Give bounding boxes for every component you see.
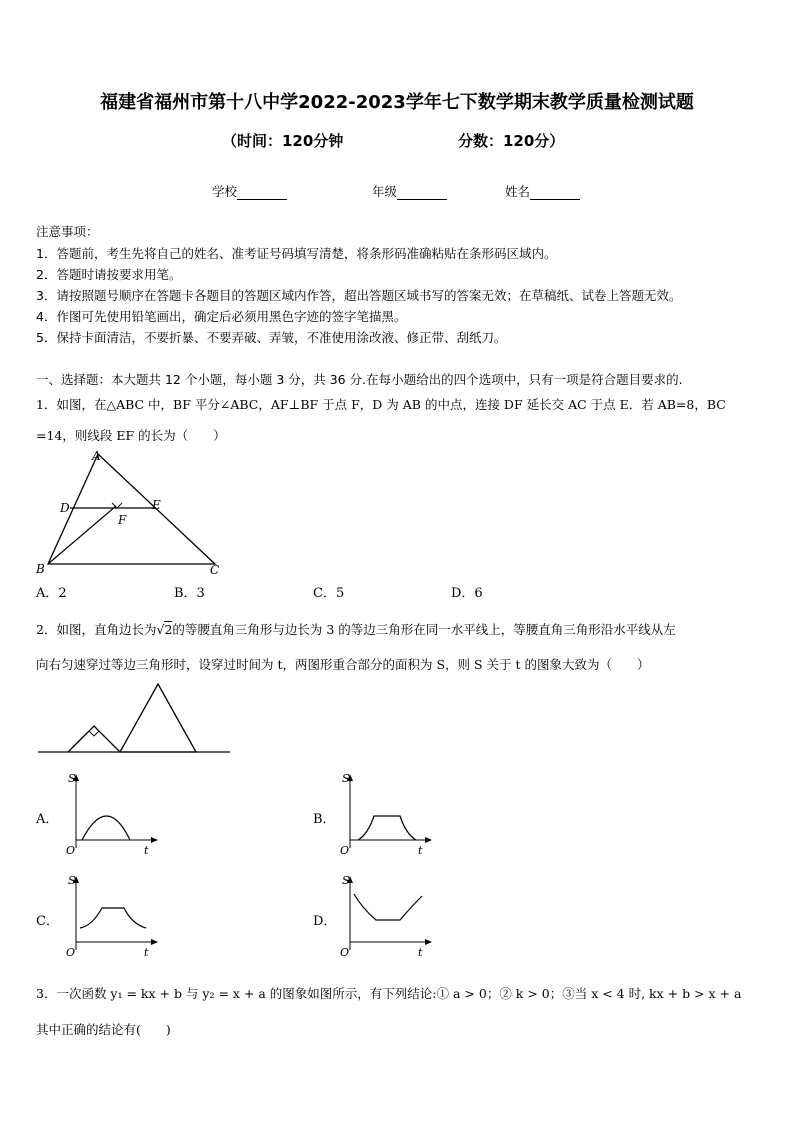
axis-o-label: O — [66, 946, 76, 959]
page-title: 福建省福州市第十八中学2022-2023学年七下数学期末教学质量检测试题 — [100, 92, 694, 113]
grade-field[interactable] — [372, 182, 447, 200]
q1-option-a[interactable]: A．2 — [36, 586, 67, 601]
label-b: B — [36, 562, 45, 576]
time-label: （时间：120分钟 — [222, 132, 344, 150]
q1-option-c[interactable]: C．5 — [313, 586, 345, 601]
label-c: C — [210, 563, 220, 577]
label-d: D — [60, 501, 70, 515]
q3-line2: 其中正确的结论有( ) — [36, 1022, 171, 1037]
section-heading: 一、选择题：本大题共 12 个小题，每小题 3 分，共 36 分.在每小题给出的四个选项中，只有一项是符合题目要求的. — [36, 372, 683, 387]
note-item: 4．作图可先使用铅笔画出，确定后必须用黑色字迹的签字笔描黑。 — [36, 309, 407, 324]
q2-graph-b — [336, 770, 436, 860]
q2-line1-post: 的等腰直角三角形与边长为 3 的等边三角形在同一水平线上，等腰直角三角形沿水平线从左 — [172, 622, 676, 637]
q1-line2: =14，则线段 EF 的长为（ ） — [36, 428, 226, 443]
axis-t-label: t — [418, 844, 423, 857]
sqrt-symbol: √2 — [156, 622, 173, 637]
q2-line1-pre: 2．如图，直角边长为 — [36, 622, 157, 637]
note-item: 5．保持卡面清洁，不要折暴、不要弄破、弄皱，不准使用涂改液、修正带、刮纸刀。 — [36, 330, 507, 345]
notes-heading: 注意事项： — [36, 224, 99, 239]
q2-option-b[interactable]: B． — [313, 812, 336, 827]
note-item: 1．答题前，考生先将自己的姓名、准考证号码填写清楚，将条形码准确粘贴在条形码区域内。 — [36, 246, 557, 261]
label-e: E — [152, 498, 161, 512]
school-field[interactable] — [212, 182, 287, 200]
label-a: A — [92, 449, 101, 463]
q3-line1: 3．一次函数 y₁ = kx + b 与 y₂ = x + a 的图象如图所示，有下列结论:① a > 0；② k > 0；③当 x < 4 时, kx + b > x + a — [36, 986, 742, 1001]
q1-option-d[interactable]: D．6 — [451, 586, 483, 601]
label-f: F — [118, 513, 127, 527]
q2-graph-d — [336, 872, 436, 962]
q2-shapes-figure — [36, 680, 232, 760]
axis-s-label: S — [342, 874, 350, 887]
q2-option-d[interactable]: D． — [313, 914, 337, 929]
name-label: 姓名 — [505, 184, 531, 199]
note-item: 3．请按照题号顺序在答题卡各题目的答题区域内作答，超出答题区域书写的答案无效；在草稿纸、试卷上答题无效。 — [36, 288, 682, 303]
axis-s-label: S — [68, 874, 76, 887]
q2-line2: 向右匀速穿过等边三角形时，设穿过时间为 t，两图形重合部分的面积为 S，则 S 关于 t 的图象大致为（ ） — [36, 657, 650, 672]
axis-t-label: t — [144, 844, 149, 857]
axis-s-label: S — [342, 772, 350, 785]
q2-graph-c — [62, 872, 162, 962]
q1-triangle-figure — [30, 446, 230, 578]
axis-s-label: S — [68, 772, 76, 785]
q2-option-c[interactable]: C． — [36, 914, 59, 929]
axis-o-label: O — [340, 946, 350, 959]
q1-option-b[interactable]: B．3 — [174, 586, 205, 601]
q1-line1: 1．如图，在△ABC 中，BF 平分∠ABC，AF⊥BF 于点 F，D 为 AB 的中点，连接 DF 延长交 AC 于点 E．若 AB=8，BC — [36, 397, 726, 412]
q2-option-a[interactable]: A． — [36, 812, 59, 827]
score-label: 分数：120分） — [458, 132, 565, 150]
axis-t-label: t — [144, 946, 149, 959]
axis-o-label: O — [66, 844, 76, 857]
q2-graph-a — [62, 770, 162, 860]
axis-t-label: t — [418, 946, 423, 959]
note-item: 2．答题时请按要求用笔。 — [36, 267, 182, 282]
name-field[interactable] — [505, 182, 580, 200]
q2-line1 — [36, 620, 676, 638]
school-label: 学校 — [212, 184, 238, 199]
axis-o-label: O — [340, 844, 350, 857]
grade-label: 年级 — [372, 184, 398, 199]
sqrt-value: 2 — [164, 622, 173, 637]
